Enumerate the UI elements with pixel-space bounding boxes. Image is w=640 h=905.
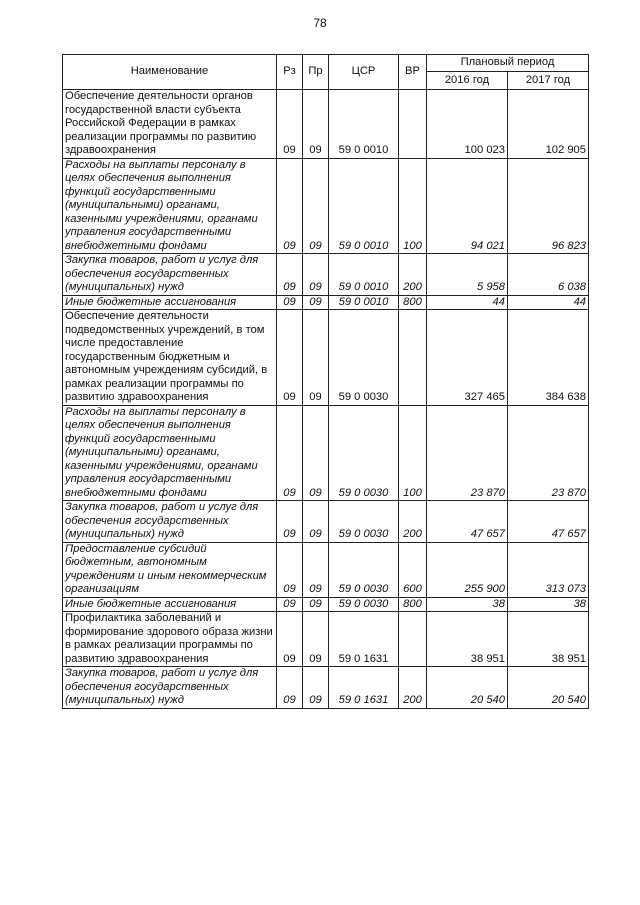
col-header-csr: ЦСР (329, 55, 399, 90)
col-header-rz: Рз (277, 55, 303, 90)
row-rz: 09 (277, 542, 303, 597)
row-2017: 23 870 (508, 405, 589, 501)
row-pr: 09 (303, 310, 329, 406)
row-2017: 44 (508, 295, 589, 310)
row-name: Закупка товаров, работ и услуг для обеспечения государственных (муниципальных) нужд (63, 254, 277, 296)
row-pr: 09 (303, 542, 329, 597)
table-row (63, 295, 589, 310)
row-2017: 96 823 (508, 158, 589, 254)
row-2016: 38 (427, 597, 508, 612)
row-csr: 59 0 0030 (329, 542, 399, 597)
row-rz: 09 (277, 90, 303, 159)
col-header-pr: Пр (303, 55, 329, 90)
col-header-name: Наименование (63, 55, 277, 90)
row-name: Предоставление субсидий бюджетным, автономным учреждениям и иным некоммерческим организациям (63, 542, 277, 597)
row-pr: 09 (303, 158, 329, 254)
table-row (63, 90, 589, 159)
row-csr: 59 0 0030 (329, 597, 399, 612)
row-vr: 200 (399, 667, 427, 709)
row-vr: 200 (399, 501, 427, 543)
row-csr: 59 0 0010 (329, 158, 399, 254)
row-pr: 09 (303, 597, 329, 612)
row-2016: 5 958 (427, 254, 508, 296)
row-pr: 09 (303, 612, 329, 667)
row-csr: 59 0 0010 (329, 90, 399, 159)
table-row (63, 612, 589, 667)
table-row (63, 158, 589, 254)
row-rz: 09 (277, 667, 303, 709)
row-csr: 59 0 0030 (329, 405, 399, 501)
row-vr (399, 612, 427, 667)
row-name: Закупка товаров, работ и услуг для обеспечения государственных (муниципальных) нужд (63, 501, 277, 543)
row-2017: 47 657 (508, 501, 589, 543)
row-rz: 09 (277, 310, 303, 406)
row-vr: 200 (399, 254, 427, 296)
row-vr: 800 (399, 597, 427, 612)
row-rz: 09 (277, 295, 303, 310)
row-csr: 59 0 1631 (329, 612, 399, 667)
row-name: Обеспечение деятельности органов государственной власти субъекта Российской Федерации в рамках реализации программы по развитию здравоохранения (63, 90, 277, 159)
row-2017: 20 540 (508, 667, 589, 709)
row-pr: 09 (303, 295, 329, 310)
row-pr: 09 (303, 501, 329, 543)
row-name: Обеспечение деятельности подведомственных учреждений, в том числе предоставление государственным бюджетным и автономным учреждениям субсидий, в рамках реализации программы по развитию здравоохранения (63, 310, 277, 406)
col-header-planned-period: Плановый период (427, 55, 589, 72)
col-header-year-2017: 2017 год (508, 72, 589, 90)
row-rz: 09 (277, 612, 303, 667)
row-2017: 313 073 (508, 542, 589, 597)
row-vr: 800 (399, 295, 427, 310)
row-2017: 102 905 (508, 90, 589, 159)
table-row (63, 542, 589, 597)
table-row (63, 310, 589, 406)
row-name: Расходы на выплаты персоналу в целях обеспечения выполнения функций государственными (муниципальными) органами, казенными учреждениями, органами управления государственными внебюджетными фондами (63, 405, 277, 501)
row-rz: 09 (277, 501, 303, 543)
row-rz: 09 (277, 597, 303, 612)
table-row (63, 597, 589, 612)
row-name: Закупка товаров, работ и услуг для обеспечения государственных (муниципальных) нужд (63, 667, 277, 709)
row-2016: 38 951 (427, 612, 508, 667)
row-rz: 09 (277, 254, 303, 296)
row-2016: 47 657 (427, 501, 508, 543)
row-csr: 59 0 0030 (329, 501, 399, 543)
row-2016: 94 021 (427, 158, 508, 254)
row-2017: 38 951 (508, 612, 589, 667)
row-2017: 384 638 (508, 310, 589, 406)
col-header-year-2016: 2016 год (427, 72, 508, 90)
row-csr: 59 0 1631 (329, 667, 399, 709)
row-csr: 59 0 0030 (329, 310, 399, 406)
row-vr (399, 90, 427, 159)
row-pr: 09 (303, 90, 329, 159)
row-pr: 09 (303, 254, 329, 296)
row-name: Профилактика заболеваний и формирование здорового образа жизни в рамках реализации программы по развитию здравоохранения (63, 612, 277, 667)
row-pr: 09 (303, 667, 329, 709)
row-vr (399, 310, 427, 406)
row-2017: 6 038 (508, 254, 589, 296)
row-2016: 255 900 (427, 542, 508, 597)
row-csr: 59 0 0010 (329, 254, 399, 296)
row-2017: 38 (508, 597, 589, 612)
row-2016: 20 540 (427, 667, 508, 709)
page-number: 78 (313, 16, 327, 30)
row-name: Иные бюджетные ассигнования (63, 295, 277, 310)
budget-table (62, 54, 589, 709)
row-vr: 100 (399, 405, 427, 501)
row-rz: 09 (277, 405, 303, 501)
row-rz: 09 (277, 158, 303, 254)
row-2016: 100 023 (427, 90, 508, 159)
row-name: Иные бюджетные ассигнования (63, 597, 277, 612)
row-vr: 100 (399, 158, 427, 254)
table-row (63, 501, 589, 543)
row-2016: 23 870 (427, 405, 508, 501)
row-vr: 600 (399, 542, 427, 597)
row-name: Расходы на выплаты персоналу в целях обеспечения выполнения функций государственными (муниципальными) органами, казенными учреждениями, органами управления государственными внебюджетными фондами (63, 158, 277, 254)
row-2016: 327 465 (427, 310, 508, 406)
row-pr: 09 (303, 405, 329, 501)
row-csr: 59 0 0010 (329, 295, 399, 310)
table-row (63, 405, 589, 501)
table-row (63, 667, 589, 709)
table-row (63, 254, 589, 296)
col-header-vr: ВР (399, 55, 427, 90)
row-2016: 44 (427, 295, 508, 310)
